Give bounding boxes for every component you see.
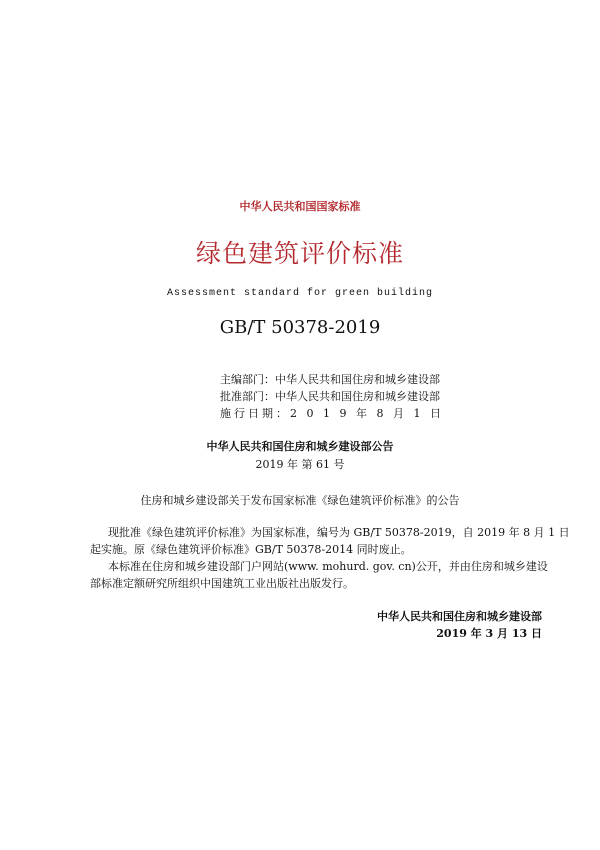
announcement-subject: 住房和城乡建设部关于发布国家标准《绿色建筑评价标准》的公告 — [140, 494, 460, 507]
effective-date: 施行日期：2 0 1 9 年 8 月 1 日 — [220, 407, 444, 420]
english-title: Assessment standard for green building — [166, 288, 434, 299]
paragraph-2-line-2: 部标准定额研究所组织中国建筑工业出版社出版发行。 — [90, 577, 354, 590]
announcement-number: 2019 年 第 61 号 — [255, 458, 345, 471]
announcement-title: 中华人民共和国住房和城乡建设部公告 — [206, 440, 394, 453]
approving-department: 批准部门：中华人民共和国住房和城乡建设部 — [220, 390, 440, 403]
signing-organization: 中华人民共和国住房和城乡建设部 — [377, 610, 542, 623]
editor-department: 主编部门：中华人民共和国住房和城乡建设部 — [220, 373, 440, 386]
document-title: 绿色建筑评价标准 — [195, 239, 404, 268]
paragraph-2-line-1: 本标准在住房和城乡建设部门户网站(www. mohurd. gov. cn)公开，并由住房和城乡建设 — [108, 560, 548, 573]
standard-code: GB/T 50378-2019 — [219, 317, 381, 338]
issuer-heading: 中华人民共和国国家标准 — [239, 200, 361, 213]
signing-date: 2019 年 3 月 13 日 — [436, 627, 542, 640]
paragraph-1-line-2: 起实施。原《绿色建筑评价标准》GB/T 50378-2014 同时废止。 — [90, 543, 412, 556]
paragraph-1-line-1: 现批准《绿色建筑评价标准》为国家标准，编号为 GB/T 50378-2019，自 2019 年 8 月 1 日 — [108, 526, 570, 539]
